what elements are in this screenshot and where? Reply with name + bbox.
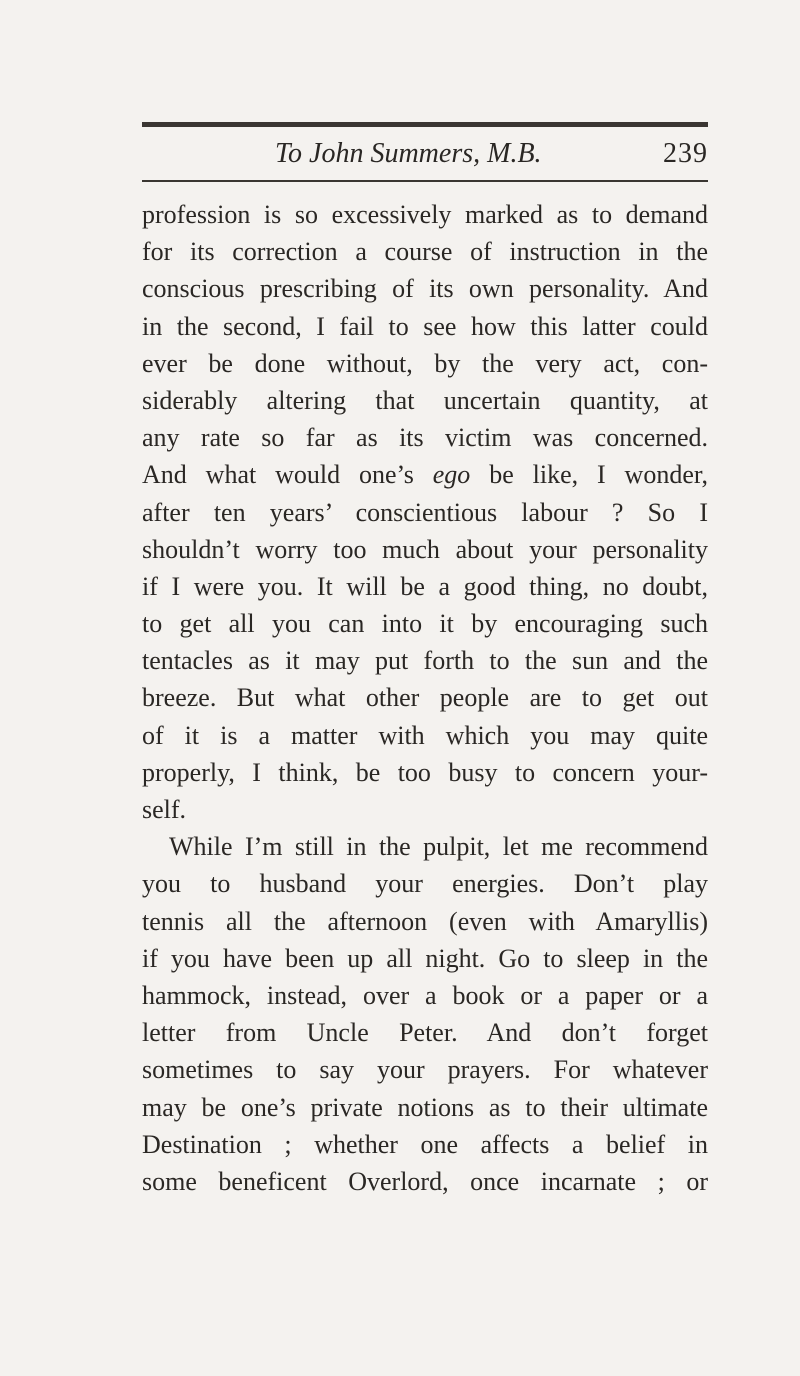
text-line: hammock, instead, over a book or a paper or a [142, 980, 708, 1010]
text-line: if you have been up all night. Go to sleep in the [142, 943, 708, 973]
body-text [142, 196, 708, 1200]
text-line: siderably altering that uncertain quantity, at [142, 385, 708, 415]
running-head-title-rest: Summers, M.B. [363, 138, 542, 169]
text-segment: And what would one’s [142, 460, 433, 490]
header-rule-top [142, 122, 708, 127]
text-line: profession is so excessively marked as to demand [142, 200, 708, 229]
text-line: some beneficent Overlord, once incarnate ; or [142, 1166, 708, 1196]
text-line: letter from Uncle Peter. And don’t forget [142, 1018, 708, 1048]
running-head [142, 134, 708, 174]
page-number: 239 [663, 138, 708, 169]
text-line: any rate so far as its victim was concerned. [142, 423, 708, 453]
text-line: if I were you. It will be a good thing, no doubt, [142, 571, 708, 601]
text-line: may be one’s private notions as to their ultimate [142, 1092, 708, 1122]
text-line: self. [142, 795, 187, 824]
text-line: tentacles as it may put forth to the sun and the [142, 646, 708, 676]
text-line: breeze. But what other people are to get out [142, 683, 708, 713]
running-head-title-prefix: To [275, 138, 310, 169]
text-line: properly, I think, be too busy to concern your- [142, 757, 708, 787]
text-line: in the second, I fail to see how this latter could [142, 311, 708, 341]
text-line: after ten years’ conscientious labour ? So I [142, 497, 708, 527]
header-rule-bottom [142, 180, 708, 182]
text-line: to get all you can into it by encouraging such [142, 609, 708, 639]
text-line: shouldn’t worry too much about your personality [142, 534, 708, 564]
text-line: of it is a matter with which you may quite [142, 720, 708, 750]
text-line [142, 456, 708, 493]
text-line: tennis all the afternoon (even with Amaryllis) [142, 906, 708, 936]
text-line: conscious prescribing of its own personality. And [142, 274, 708, 304]
text-line: sometimes to say your prayers. For whatever [142, 1055, 708, 1085]
text-line: you to husband your energies. Don’t play [142, 869, 708, 899]
italic-word: ego [432, 460, 471, 490]
text-line: While I’m still in the pulpit, let me recommend [169, 832, 708, 862]
text-line: Destination ; whether one affects a belief in [142, 1129, 708, 1159]
text-segment: be like, I wonder, [470, 460, 708, 490]
text-line: ever be done without, by the very act, con- [142, 348, 708, 378]
running-head-title-name: John [309, 138, 364, 169]
text-line: for its correction a course of instruction in the [142, 237, 708, 267]
running-head-title [275, 134, 542, 174]
